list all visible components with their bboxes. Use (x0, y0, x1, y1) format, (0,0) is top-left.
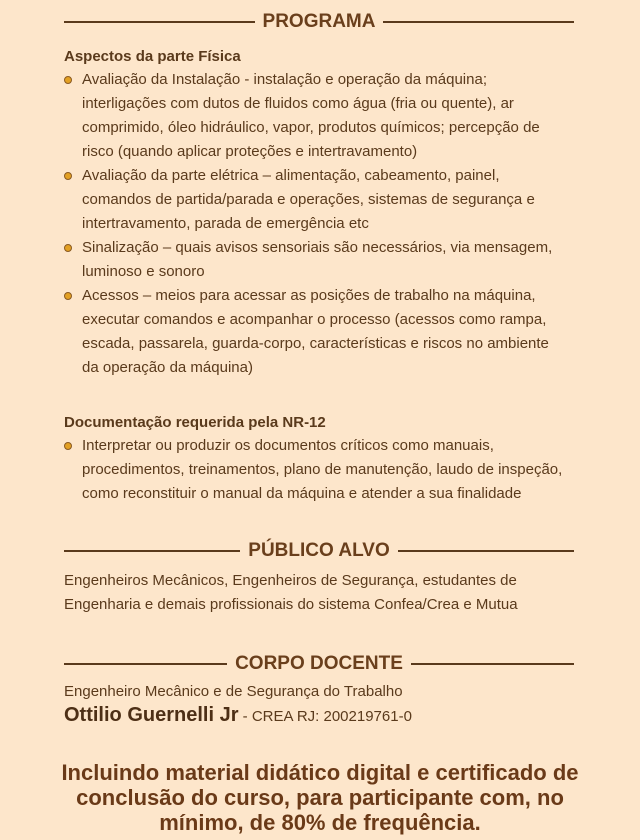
bullet-icon (64, 172, 72, 180)
certificate-note: Incluindo material didático digital e certificado de conclusão do curso, para participante com, no mínimo, de 80% de frequência. (61, 760, 579, 835)
corpo-docente-header (64, 653, 574, 675)
divider (64, 663, 227, 665)
teacher-name: Ottilio Guernelli Jr (64, 704, 239, 726)
section-title: CORPO DOCENTE (235, 653, 403, 674)
section-title: PÚBLICO ALVO (248, 540, 390, 561)
divider (64, 550, 240, 552)
bullet-icon (64, 292, 72, 300)
teacher-line (64, 704, 412, 727)
list-item: Avaliação da parte elétrica – alimentação, cabeamento, painel, comandos de partida/parada e operações, sistemas de segurança e intertravamento, parada de emergência etc (64, 164, 564, 236)
publico-alvo-text: Engenheiros Mecânicos, Engenheiros de Segurança, estudantes de Engenharia e demais profissionais do sistema Confea/Crea e Mutua (64, 572, 518, 613)
subhead-aspectos-fisica: Aspectos da parte Física (64, 48, 241, 65)
list-item: Avaliação da Instalação - instalação e operação da máquina; interligações com dutos de fluidos como água (fria ou quente), ar comprimido, óleo hidráulico, vapor, produtos químicos; percepção de risco (quando aplicar proteções e intertravamento) (64, 68, 564, 164)
publico-alvo-header (64, 540, 574, 562)
section-title: PROGRAMA (262, 11, 376, 32)
bullet-icon (64, 76, 72, 84)
list-item: Acessos – meios para acessar as posições de trabalho na máquina, executar comandos e acompanhar o processo (acessos como rampa, escada, passarela, guarda-corpo, características e riscos no ambiente da operação da máquina) (64, 284, 564, 380)
list-item: Sinalização – quais avisos sensoriais são necessários, via mensagem, luminoso e sonoro (64, 236, 564, 284)
bullet-list-documentacao (64, 434, 564, 506)
bullet-icon (64, 442, 72, 450)
subhead-documentacao: Documentação requerida pela NR-12 (64, 414, 326, 431)
list-item: Interpretar ou produzir os documentos críticos como manuais, procedimentos, treinamentos, plano de manutenção, laudo de inspeção, como reconstituir o manual da máquina e atender a sua finalidade (64, 434, 564, 506)
divider (398, 550, 574, 552)
divider (383, 21, 574, 23)
divider (411, 663, 574, 665)
bullet-icon (64, 244, 72, 252)
bullet-list-fisica (64, 68, 564, 380)
teacher-role: Engenheiro Mecânico e de Segurança do Trabalho (64, 683, 403, 700)
programa-header (64, 11, 574, 33)
divider (64, 21, 255, 23)
teacher-crea: - CREA RJ: 200219761-0 (238, 708, 412, 725)
